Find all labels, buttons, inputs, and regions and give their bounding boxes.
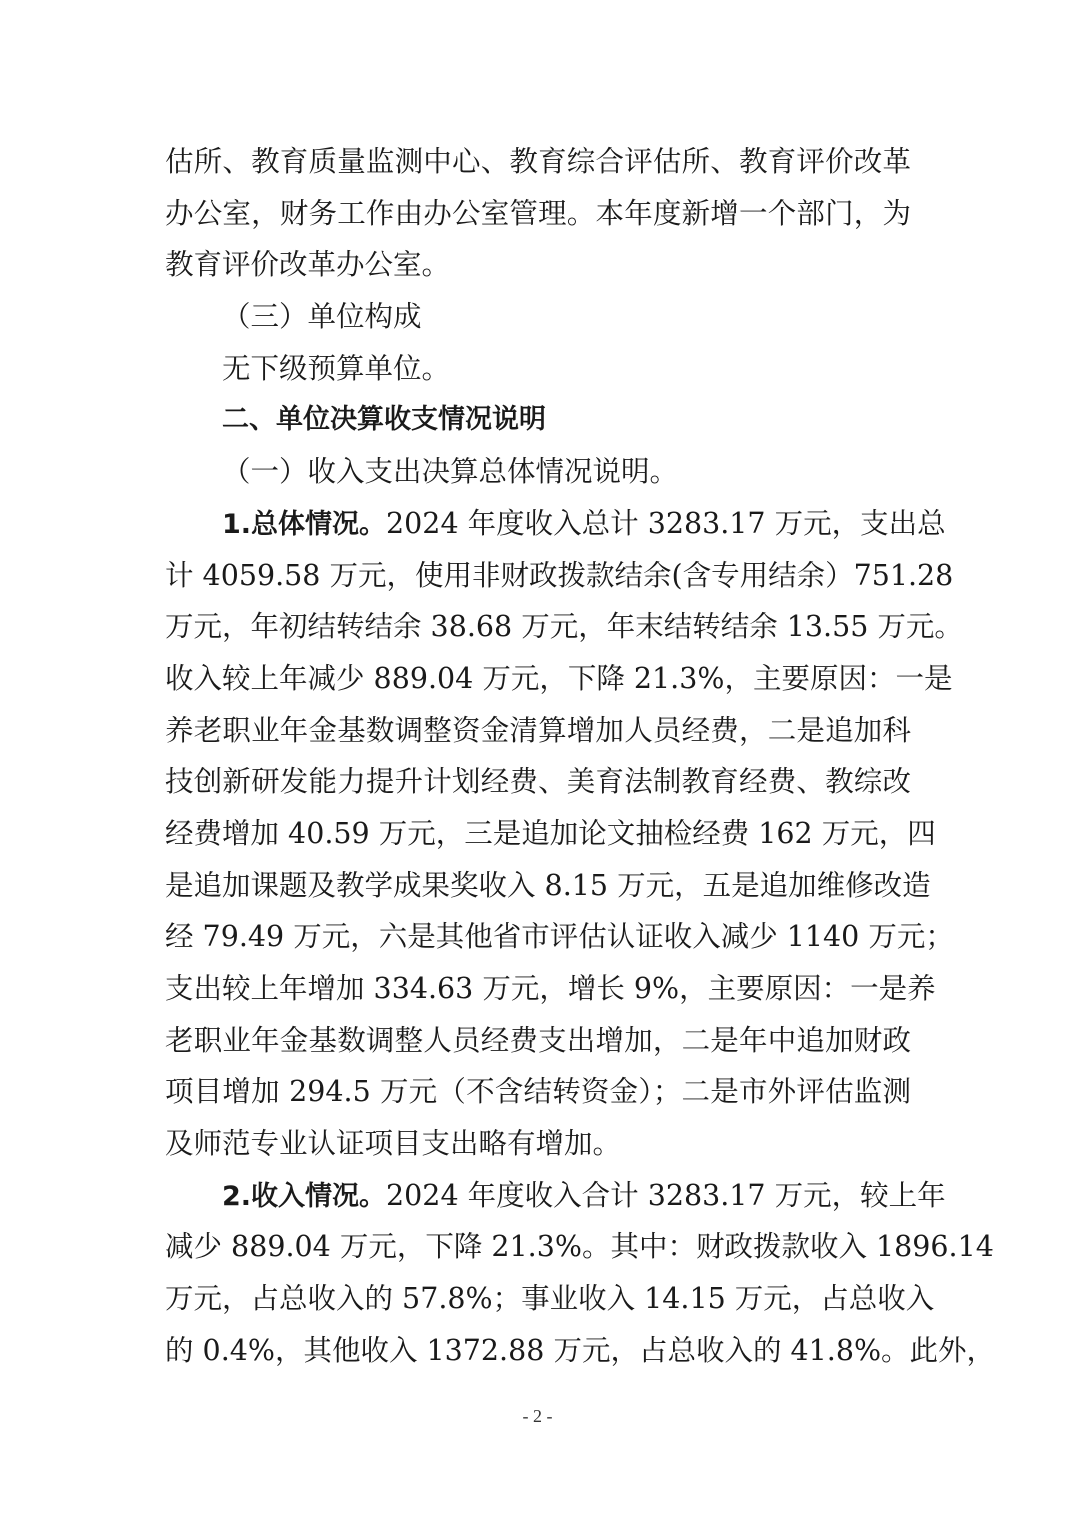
- text-line: 养老职业年金基数调整资金清算增加人员经费，二是追加科: [165, 713, 911, 747]
- text-line: 技创新研发能力提升计划经费、美育法制教育经费、教综改: [165, 765, 911, 799]
- paragraph-lead: 2.收入情况。: [222, 1180, 387, 1212]
- section-subheading: （一）收入支出决算总体情况说明。: [222, 455, 679, 489]
- body-text: [165, 136, 996, 1377]
- section-heading: 二、单位决算收支情况说明: [222, 404, 546, 436]
- text-line: 估所、教育质量监测中心、教育综合评估所、教育评价改革: [165, 145, 911, 178]
- text-line: 办公室，财务工作由办公室管理。本年度新增一个部门，为: [165, 196, 911, 230]
- text-line: 万元，占总收入的 57.8%；事业收入 14.15 万元，占总收入: [165, 1282, 935, 1316]
- paragraph-lead: 1.总体情况。: [222, 508, 387, 540]
- text-line: 支出较上年增加 334.63 万元，增长 9%，主要原因：一是养: [165, 972, 936, 1005]
- text-line: [165, 498, 946, 550]
- text-line: 万元，年初结转结余 38.68 万元，年末结转结余 13.55 万元。: [165, 610, 963, 644]
- text-line: 是追加课题及教学成果奖收入 8.15 万元，五是追加维修改造: [165, 868, 931, 902]
- text-run: 2024 年度收入合计 3283.17 万元，较上年: [386, 1178, 946, 1212]
- text-line: 减少 889.04 万元，下降 21.3%。其中：财政拨款收入 1896.14: [165, 1230, 994, 1264]
- text-run: 2024 年度收入总计 3283.17 万元，支出总: [386, 506, 946, 540]
- text-line: 项目增加 294.5 万元（不含结转资金）；二是市外评估监测: [165, 1075, 911, 1109]
- section-subheading: （三）单位构成: [222, 300, 422, 334]
- text-line: 教育评价改革办公室。: [165, 248, 451, 282]
- text-line: [165, 1170, 946, 1222]
- page-number: - 2 -: [522, 1406, 553, 1426]
- text-line: 收入较上年减少 889.04 万元，下降 21.3%，主要原因：一是: [165, 661, 953, 695]
- text-line: 老职业年金基数调整人员经费支出增加，二是年中追加财政: [165, 1023, 911, 1057]
- text-line: 计 4059.58 万元，使用非财政拨款结余(含专用结余）751.28: [165, 558, 954, 592]
- text-line: 无下级预算单位。: [222, 351, 451, 385]
- text-line: 的 0.4%，其他收入 1372.88 万元，占总收入的 41.8%。此外，: [165, 1333, 996, 1367]
- text-line: 经 79.49 万元，六是其他省市评估认证收入减少 1140 万元；: [165, 920, 954, 954]
- text-line: 经费增加 40.59 万元，三是追加论文抽检经费 162 万元，四: [165, 816, 936, 850]
- text-line: 及师范专业认证项目支出略有增加。: [165, 1127, 622, 1161]
